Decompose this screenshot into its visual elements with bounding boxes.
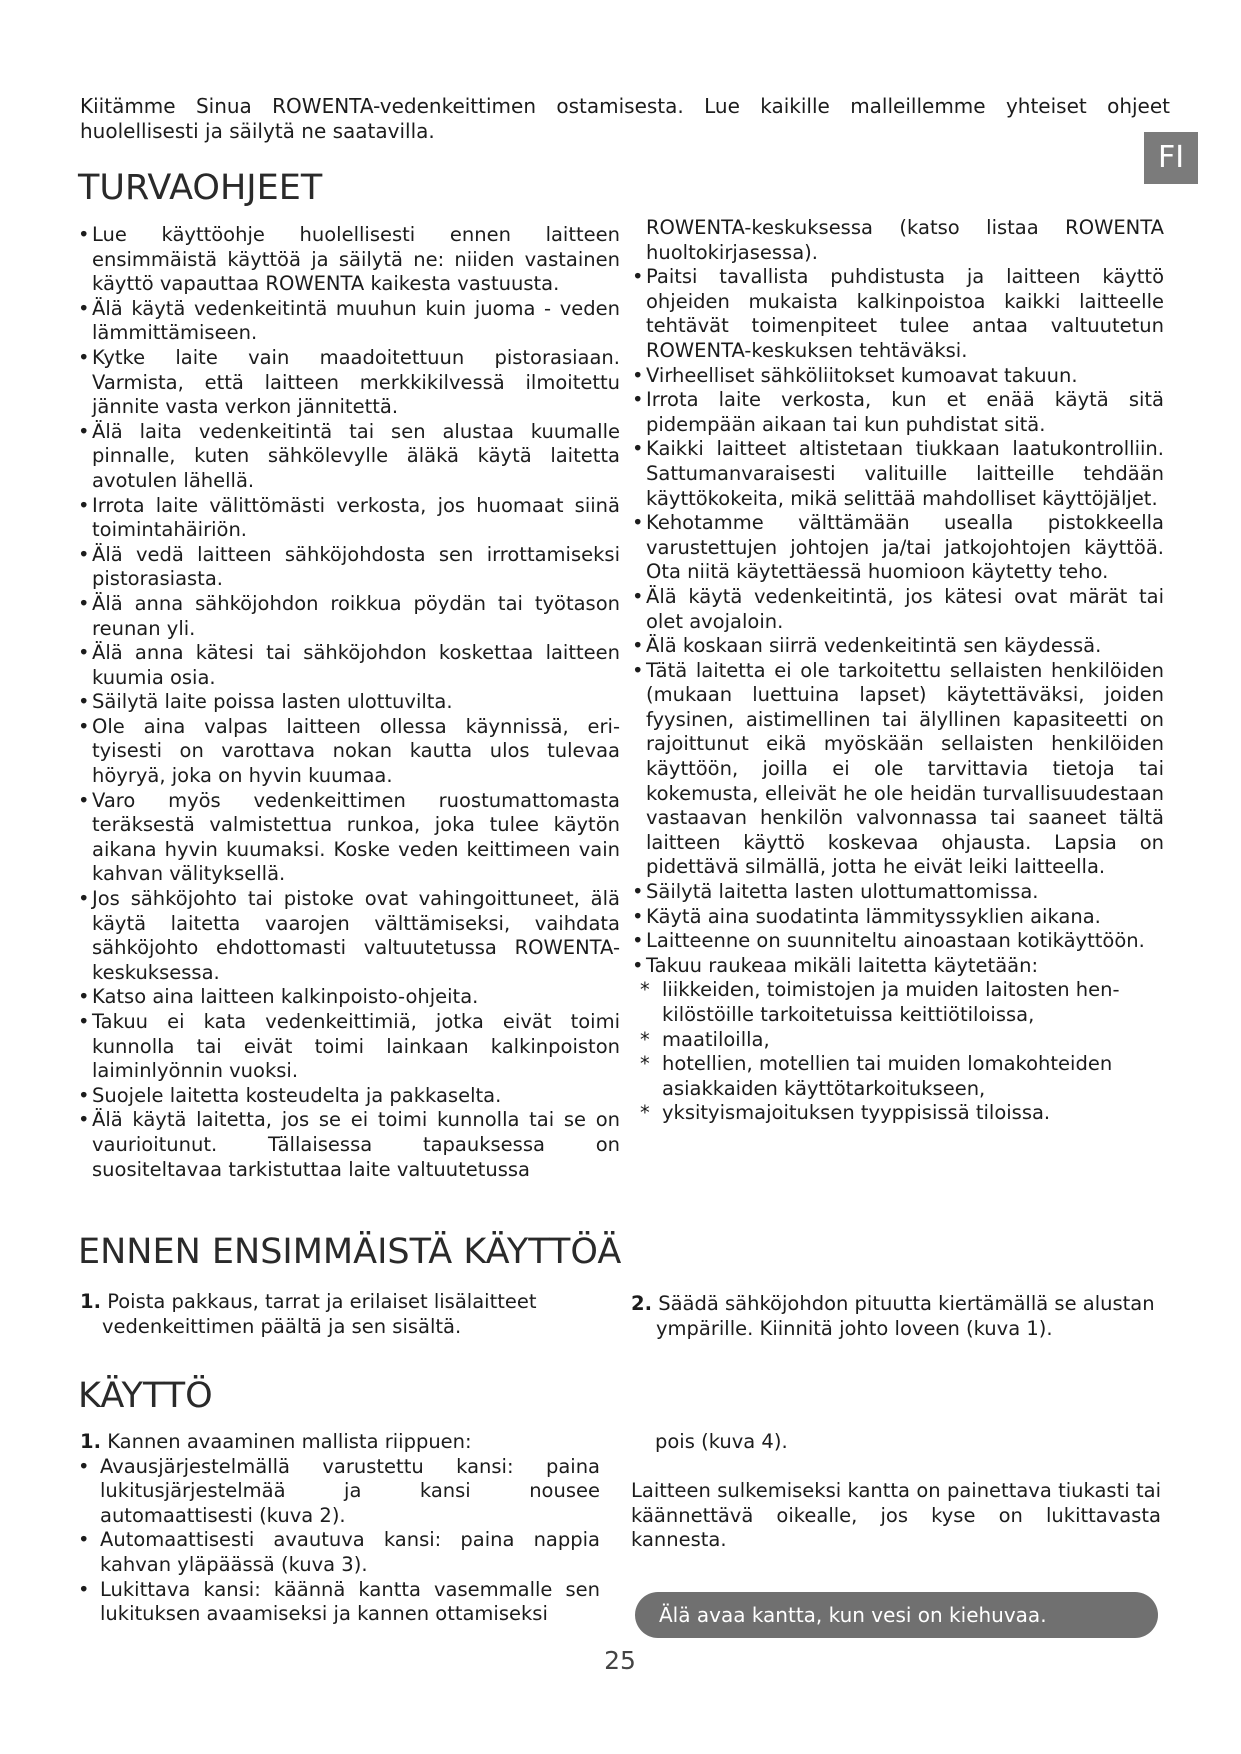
list-item: • Laitteenne on suunniteltu ainoastaan kotikäyttöön. [634, 929, 1164, 954]
list-item: • Käytä aina suodatinta lämmityssyklien aikana. [634, 905, 1164, 930]
list-item: • Ole aina valpas laitteen ollessa käynnissä, eri- tyisesti on varottava nokan kautta ulos tulevaa höyryä, joka on hyvin kuumaa. [80, 715, 620, 789]
list-item: • Säilytä laite poissa lasten ulottuvilta. [80, 690, 620, 715]
list-item: • Kytke laite vain maadoitettuun pistorasiaan. Varmista, että laitteen merkkikilvessä ilmoitettu jännite vasta verkon jännitettä. [80, 346, 620, 420]
step-text: Säädä sähköjohdon pituutta kiertämällä se alustan ympärille. Kiinnitä johto loveen (kuva 1). [656, 1292, 1155, 1340]
warranty-sub-item: * hotellien, motellien tai muiden lomakohteiden asiakkaiden käyttötarkoitukseen, [634, 1052, 1164, 1101]
list-item: • Virheelliset sähköliitokset kumoavat takuun. [634, 364, 1164, 389]
list-item: • Älä anna kätesi tai sähköjohdon koskettaa laitteen kuumia osia. [80, 641, 620, 690]
use-continued-text: pois (kuva 4). [655, 1430, 788, 1453]
intro-paragraph: Kiitämme Sinua ROWENTA-vedenkeittimen ostamisesta. Lue kaikille malleillemme yhteiset ohjeet huolellisesti ja säilytä ne saatavilla. [80, 94, 1170, 143]
first-use-heading: ENNEN ENSIMMÄISTÄ KÄYTTÖÄ [78, 1232, 622, 1272]
step-text: Kannen avaaminen mallista riippuen: [107, 1430, 472, 1453]
list-item: • Takuu ei kata vedenkeittimiä, jotka eivät toimi kunnolla tai eivät toimi lainkaan kalkinpoiston laiminlyönnin vuoksi. [80, 1010, 620, 1084]
list-item: • Automaattisesti avautuva kansi: paina nappia kahvan yläpäässä (kuva 3). [80, 1528, 600, 1577]
warranty-sub-item: * liikkeiden, toimistojen ja muiden laitosten hen- kilöstöille tarkoitetuissa keittiötiloissa, [634, 978, 1164, 1027]
list-item: • Kaikki laitteet altistetaan tiukkaan laatukontrolliin. Sattumanvaraisesti valituille laitteille tehdään käyttökokeita, mikä selittää mahdolliset käyttöjäljet. [634, 437, 1164, 511]
step-number: 1. [80, 1290, 101, 1313]
step-number: 1. [80, 1430, 101, 1453]
list-item: • Paitsi tavallista puhdistusta ja laitteen käyttö ohjeiden mukaista kalkinpoistoa kaikki laitteelle tehtävät toimenpiteet tulee antaa valtuutetun ROWENTA-keskuksen tehtäväksi. [634, 265, 1164, 363]
list-item: • Älä käytä vedenkeitintä muuhun kuin juoma - veden lämmittämiseen. [80, 297, 620, 346]
page-number: 25 [604, 1646, 636, 1675]
warranty-sub-item: * maatiloilla, [634, 1028, 1164, 1053]
list-item: • Suojele laitetta kosteudelta ja pakkaselta. [80, 1084, 620, 1109]
list-item: • Avausjärjestelmällä varustettu kansi: paina lukitusjärjestelmää ja kansi nousee automaattisesti (kuva 2). [80, 1455, 600, 1529]
language-tab: FI [1144, 132, 1198, 184]
list-item: • Katso aina laitteen kalkinpoisto-ohjeita. [80, 985, 620, 1010]
warning-banner: Älä avaa kantta, kun vesi on kiehuvaa. [635, 1592, 1158, 1638]
list-item: • Takuu raukeaa mikäli laitetta käytetään: [634, 954, 1164, 979]
safety-heading: TURVAOHJEET [78, 168, 323, 208]
step-text: Poista pakkaus, tarrat ja erilaiset lisälaitteet vedenkeittimen päältä ja sen sisältä. [102, 1290, 537, 1338]
step-number: 2. [631, 1292, 652, 1315]
list-item: • Varo myös vedenkeittimen ruostumattomasta teräksestä valmistettua runkoa, joka tulee käytön aikana hyvin kuumaksi. Koske veden keittimeen vain kahvan välityksellä. [80, 789, 620, 887]
use-heading: KÄYTTÖ [78, 1376, 213, 1416]
list-item: • Jos sähköjohto tai pistoke ovat vahingoittuneet, älä käytä laitetta vaarojen välttämiseksi, vaihdata sähköjohto ehdottomasti valtuutetussa ROWENTA-keskuksessa. [80, 887, 620, 985]
closing-paragraph: Laitteen sulkemiseksi kantta on painettava tiukasti tai käännettävä oikealle, jos kyse on lukittavasta kannesta. [631, 1479, 1161, 1552]
list-item: • Irrota laite verkosta, kun et enää käytä sitä pidempään aikaan tai kun puhdistat sitä. [634, 388, 1164, 437]
list-item: • Älä käytä laitetta, jos se ei toimi kunnolla tai se on vaurioitunut. Tällaisessa tapauksessa on suositeltavaa tarkistuttaa laite valtuutetussa [80, 1108, 620, 1182]
list-item: • Älä käytä vedenkeitintä, jos kätesi ovat märät tai olet avojaloin. [634, 585, 1164, 634]
list-item: • Älä vedä laitteen sähköjohdosta sen irrottamiseksi pistorasiasta. [80, 543, 620, 592]
first-use-step-2 [631, 1292, 1161, 1341]
list-item: • Lukittava kansi: käännä kantta vasemmalle sen lukituksen avaamiseksi ja kannen ottamiseksi [80, 1578, 600, 1627]
list-item: • Kehotamme välttämään usealla pistokkeella varustettujen johtojen ja/tai jatkojohtojen käyttöä. Ota niitä käytettäessä huomioon käytetty teho. [634, 511, 1164, 585]
safety-right-column [634, 216, 1164, 1126]
list-item: • Älä koskaan siirrä vedenkeitintä sen käydessä. [634, 634, 1164, 659]
use-left-column [80, 1430, 600, 1627]
list-item: • Älä anna sähköjohdon roikkua pöydän tai työtason reunan yli. [80, 592, 620, 641]
list-item: • Irrota laite välittömästi verkosta, jos huomaat siinä toimintahäiriön. [80, 494, 620, 543]
list-item: • Älä laita vedenkeitintä tai sen alustaa kuumalle pinnalle, kuten sähkölevylle äläkä käytä laitetta avotulen lähellä. [80, 420, 620, 494]
list-item: • Säilytä laitetta lasten ulottumattomissa. [634, 880, 1164, 905]
warranty-sub-item: * yksityismajoituksen tyyppisissä tiloissa. [634, 1101, 1164, 1126]
list-item: • Tätä laitetta ei ole tarkoitettu sellaisten henkilöiden (mukaan luettuina lapset) käytettäväksi, joiden fyysinen, aistimellinen tai älyllinen kapasiteetti on rajoittunut eikä myöskään sellaisten henkilöiden käyttöön, joilla ei ole tarvittavia tietoja tai kokemusta, elleivät he ole heidän turvallisuudestaan vastaavan henkilön valvonnassa tai saaneet tältä laitteen käyttö koskevaa ohjausta. Lapsia on pidettävä silmällä, jotta he eivät leiki laitteella. [634, 659, 1164, 880]
first-use-step-1 [80, 1290, 600, 1339]
safety-left-column [80, 223, 620, 1182]
continued-text: ROWENTA-keskuksessa (katso listaa ROWENTA huoltokirjasessa). [646, 216, 1164, 264]
list-item: • Lue käyttöohje huolellisesti ennen laitteen ensimmäistä käyttöä ja säilytä ne: niiden vastainen käyttö vapauttaa ROWENTA kaikesta vastuusta. [80, 223, 620, 297]
